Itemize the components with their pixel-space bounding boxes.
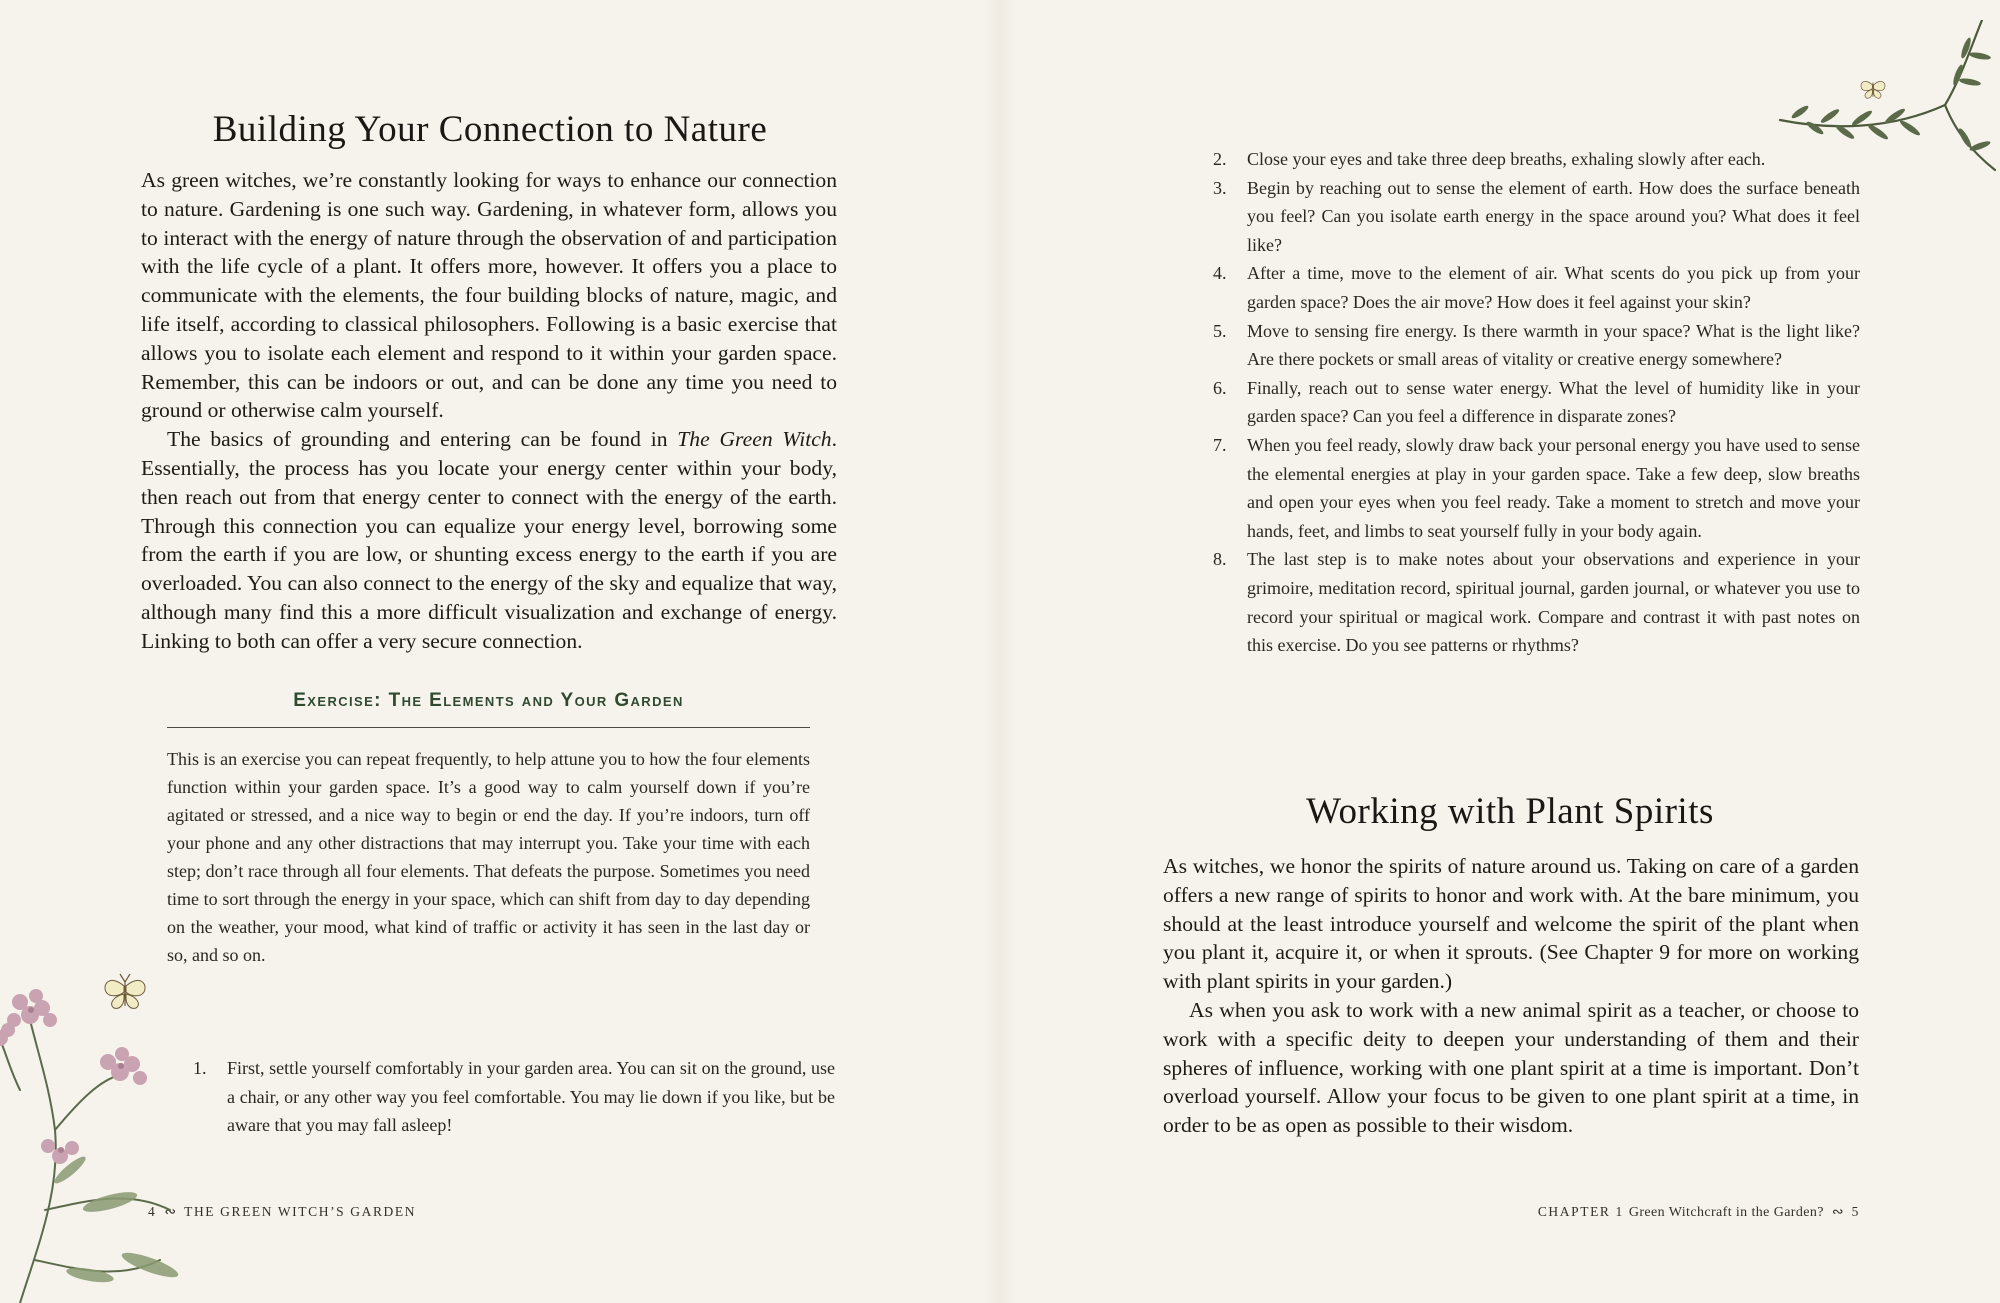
step-text: Finally, reach out to sense water energy. What the level of humidity like in your garden space? Can you feel a difference in disparate zones? (1247, 377, 1860, 427)
intro-paragraph-2-end: . Essentially, the process has you locate your energy center within your body, then reach out from that energy center to connect with the energy of the earth. Through this connection you can equalize your energy level, borrowing some from the earth if you are low, or shunting excess energy to the earth if you are overloaded. You can also connect to the energy of the sky and equalize that way, although many find this a more difficult visualization and exchange of energy. Linking to both can offer a very secure connection. (141, 427, 837, 653)
chapter-label: CHAPTER 1 (1537, 1204, 1624, 1219)
book-title: THE GREEN WITCH’S GARDEN (184, 1204, 417, 1219)
exercise-step (1170, 545, 1860, 659)
step-number: 6. (1213, 377, 1227, 398)
page-number: 5 (1851, 1204, 1860, 1219)
intro-paragraph-2 (141, 425, 837, 655)
exercise-step (1170, 259, 1860, 316)
exercise-step (1170, 374, 1860, 431)
step-text: Begin by reaching out to sense the element of earth. How does the surface beneath you feel? Can you isolate earth energy in the space around you? What does it feel like? (1247, 177, 1860, 255)
exercise-intro (167, 745, 810, 969)
page-number: 4 (148, 1204, 157, 1219)
chapter-title: Green Witchcraft in the Garden? (1628, 1205, 1824, 1220)
exercise-divider (167, 727, 810, 728)
step-number: 4. (1213, 263, 1227, 284)
step-text: The last step is to make notes about your observations and experience in your grimoire, meditation record, spiritual journal, garden journal, or whatever you use to record your spiritual or magical work. Compare and contrast it with past notes on this exercise. Do you see patterns or rhythms? (1247, 549, 1860, 656)
step-text: When you feel ready, slowly draw back your personal energy you have used to sense the elemental energies at play in your garden space. Take a few deep, slow breaths and open your eyes when you feel ready. Take a moment to stretch and move your hands, feet, and limbs to seat yourself fully in your body again. (1247, 434, 1860, 541)
exercise-step (1170, 174, 1860, 260)
step-number: 8. (1213, 549, 1227, 570)
page-title-left: Building Your Connection to Nature (212, 109, 768, 150)
page-gutter (985, 0, 1015, 1303)
footer-ornament-icon: ∾ (164, 1205, 177, 1220)
intro-paragraph-1: As green witches, we’re constantly looking for ways to enhance our connection to nature. Gardening is one such way. Gardening, in whatever form, allows you to interact with the energy of nature through the observation of and participation with the life cycle of a plant. It offers more, however. It offers you a place to communicate with the elements, the four building blocks of nature, magic, and life itself, according to classical philosophers. Following is a basic exercise that allows you to isolate each element and respond to it within your garden space. Remember, this can be indoors or out, and can be done any time you need to ground or otherwise calm yourself. (141, 168, 837, 423)
plant-spirits-text (1163, 852, 1859, 1140)
exercise-intro-text: This is an exercise you can repeat frequently, to help attune you to how the four elements function within your garden space. It’s a good way to calm yourself down if you’re agitated or stressed, and a nice way to begin or end the day. If you’re indoors, turn off your phone and any other distractions that may interrupt you. Take your time with each step; don’t race through all four elements. That defeats the purpose. Sometimes you need time to sort through the energy in your space, which can shift from day to day depending on the weather, your mood, what kind of traffic or activity it has seen in the last day or so, and so on. (167, 749, 810, 965)
exercise-steps-left (150, 1054, 835, 1140)
butterfly-icon (100, 972, 150, 1014)
plant-spirits-paragraph-2: As when you ask to work with a new animal spirit as a teacher, or choose to work with a specific deity to deepen your understanding of them and their spheres of influence, working with one plant spirit at a time is important. Don’t overload yourself. Allow your focus to be given to one plant spirit at a time, in order to be as open as possible to their wisdom. (1163, 997, 1859, 1138)
step-number: 5. (1213, 320, 1227, 341)
exercise-heading: Exercise: The Elements and Your Garden (293, 690, 684, 711)
book-title-reference: The Green Witch (677, 427, 832, 452)
intro-paragraph-2-start: The basics of grounding and entering can be found in (167, 427, 678, 452)
exercise-step (1170, 317, 1860, 374)
exercise-step (1170, 145, 1860, 174)
page-title-right: Working with Plant Spirits (1306, 791, 1714, 832)
footer-ornament-icon: ∾ (1831, 1205, 1844, 1220)
step-text: First, settle yourself comfortably in your garden area. You can sit on the ground, use a chair, or any other way you feel comfortable. You may lie down if you like, but be aware that you may fall asleep! (227, 1058, 835, 1136)
step-text: After a time, move to the element of air. What scents do you pick up from your garden space? Does the air move? How does it feel against your skin? (1247, 263, 1860, 312)
intro-text (141, 166, 837, 656)
step-text: Move to sensing fire energy. Is there warmth in your space? What is the light like? Are there pockets or small areas of vitality or creative energy somewhere? (1247, 320, 1860, 370)
running-footer-right (1538, 1204, 1860, 1221)
step-text: Close your eyes and take three deep breaths, exhaling slowly after each. (1247, 149, 1766, 169)
small-butterfly-icon (1858, 72, 1888, 106)
step-number: 1. (193, 1058, 207, 1078)
step-number: 7. (1213, 434, 1227, 455)
exercise-step (1170, 431, 1860, 545)
plant-spirits-paragraph-1: As witches, we honor the spirits of nature around us. Taking on care of a garden offers a new range of spirits to honor and work with. At the bare minimum, you should at the least introduce yourself and welcome the spirit of the plant when you plant it, acquire it, or when it sprouts. (See Chapter 9 for more on working with plant spirits in your garden.) (1163, 854, 1859, 994)
exercise-step (150, 1054, 835, 1140)
step-number: 2. (1213, 149, 1227, 169)
exercise-steps-right (1170, 145, 1860, 660)
step-number: 3. (1213, 177, 1227, 198)
